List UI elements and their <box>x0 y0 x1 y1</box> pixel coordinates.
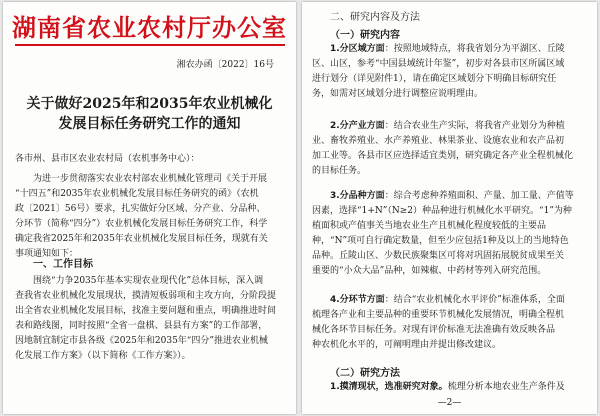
item-line: 械化各环节目标任务。对现有评价标准无法准确有效反映各品 <box>312 325 556 335</box>
item-line: 种农机化水平的，可阐明理由并提出修改建议。 <box>312 340 502 350</box>
content-item-stage: 4.分环节方面：结合“农业机械化水平评价”标准体系，全面 梳理各产业和主要品种的重要环节机械化发展情况，明确全程机 械化各环节目标任务。对现有评价标准无法准确有效反映各品 种农机化水平的，可阐明理由并提出修改建议。 <box>312 293 590 353</box>
notice-title <box>3 94 296 134</box>
method-text: 梳理分析本地农业生产条件及 <box>447 382 565 392</box>
goal-line: 因地制宜制定市县各级《2025年和2035年“四分”推进农业机械 <box>15 336 269 346</box>
item-line: 业、畜牧养殖业、水产养殖业、林果茶业、设施农业和农产品初 <box>312 136 565 146</box>
issuing-org-title: 湖南省农业农村厅办公室 <box>12 13 287 42</box>
item-line: 梳理各产业和主要品种的重要环节机械化发展情况，明确全程机 <box>312 310 565 320</box>
underlined-keyword: 3.分品种方面 <box>330 189 385 204</box>
content-item-region: 1.分区域方面：按照地域特点，将我省划分为平湖区、丘陵 区、山区，参考“中国县域统计年鉴”，初步对各县市区所属区域 进行划分（详见附件1），请在确定区域划分下明确目标研究任 务，如需对区域划分进行调整应说明理由。 <box>312 42 590 102</box>
method-item <box>312 380 590 395</box>
goal-line: 围绕“力争2035年基本实现农业现代化”总体目标，深入调 <box>33 276 264 286</box>
intro-line: 政〔2021〕56号）要求，扎实做好分区域、分产业、分品种、 <box>15 204 266 214</box>
item-line: 重要的“小众大品”品种，如辣椒、中药材等列入研究范围。 <box>312 266 547 276</box>
right-page <box>302 2 597 414</box>
intro-line: 为进一步贯彻落实农业农村部农业机械化管理司《关于开展 <box>33 174 268 184</box>
section-heading: 二、研究内容及方法 <box>330 12 420 23</box>
red-divider-rule <box>15 44 285 46</box>
salutation <box>15 152 287 167</box>
item-line: 植面积或产值事关当地农业生产且机械化程度较低的主要品 <box>312 221 547 231</box>
notice-title-line: 发展目标任务研究工作的通知 <box>58 116 241 132</box>
left-page <box>3 2 296 414</box>
page-number: —2— <box>437 398 462 408</box>
goal-line: 表和路线图，同时按照“全省一盘棋、县县有方案”的工作部署， <box>15 321 268 331</box>
intro-line: 确定我省2025年和2035年农业机械化发展目标任务，现就有关 <box>15 234 268 244</box>
underlined-keyword: 4.分环节方面 <box>330 293 385 308</box>
subsection-heading: （一）研究内容 <box>330 30 400 41</box>
intro-line: 分环节（简称“四分”）农业机械化发展目标任务研究工作，科学 <box>15 219 268 229</box>
intro-line: 事项通知如下： <box>15 249 79 259</box>
work-goal-paragraph <box>15 274 287 364</box>
item-line: 加工业等。各县市区应选择适宜类别，研究确定各产业全程机械化 <box>312 151 574 161</box>
intro-paragraph <box>15 172 287 262</box>
item-line: 进行划分（详见附件1），请在确定区域划分下明确目标研究任 <box>312 74 557 84</box>
item-line: 因素，选择“1+N”（N≥2）种品种进行机械化水平研究。“1”为种 <box>312 206 572 216</box>
document-number: 湘农办函〔2022〕16号 <box>176 60 274 70</box>
item-line: 种，“N”项可自行确定数量，但至少应包括1种及以上的当地特色 <box>312 236 569 246</box>
item-line: 务，如需对区域划分进行调整应说明理由。 <box>312 89 484 99</box>
goal-line: 化发展工作方案》（以下简称《工作方案》）。 <box>15 351 191 361</box>
content-item-industry: 2.分产业方面：结合农业生产实际，将我省产业划分为种植 业、畜牧养殖业、水产养殖业、林果茶业、设施农业和农产品初 加工业等。各县市区应选择适宜类别，研究确定各产业全程机械化 的目标任务。 <box>312 119 590 179</box>
goal-line: 查我省农业机械化发展现状，摸清短板弱项和主攻方向，分阶段提 <box>15 291 277 301</box>
item-line: 区、山区，参考“中国县域统计年鉴”，初步对各县市区所属区域 <box>312 59 565 69</box>
item-line: 品种。丘陵山区、少数民族聚集区可将对巩固拓展脱贫成果至关 <box>312 251 565 261</box>
section-heading: 一、工作目标 <box>33 259 93 270</box>
goal-line: 出全省农业机械化发展目标，找准主要问题和重点，明确推进时间 <box>15 306 277 316</box>
underlined-keyword: 2.分产业方面 <box>330 119 385 134</box>
intro-line: “十四五”和2035年农业机械化发展目标任务研究的函》（农机 <box>15 189 259 199</box>
underlined-keyword: 1.分区域方面 <box>330 42 385 57</box>
item-line: 的目标任务。 <box>312 166 367 176</box>
subsection-heading: （二）研究方法 <box>330 368 400 379</box>
content-item-variety: 3.分品种方面：综合考虑种养殖面积、产量、加工量、产值等 因素，选择“1+N”（N≥2）种品种进行机械化水平研究。“1”为种 植面积或产值事关当地农业生产且机械化程度较低的主要品 种，“N”项可自行确定数量，但至少应包括1种及以上的当地特色 品种。丘陵山区、少数民族聚集区可将对巩固拓展脱贫成果至关 重要的“小众大品”品种，如辣椒、中药材等列入研究范围。 <box>312 189 590 279</box>
salutation-text: 各市州、县市区农业农村局（农机事务中心）： <box>15 154 200 164</box>
notice-title-line: 关于做好2025年和2035年农业机械化 <box>26 96 273 112</box>
method-keyword: 1.摸清现状，选准研究对象。 <box>330 382 448 392</box>
